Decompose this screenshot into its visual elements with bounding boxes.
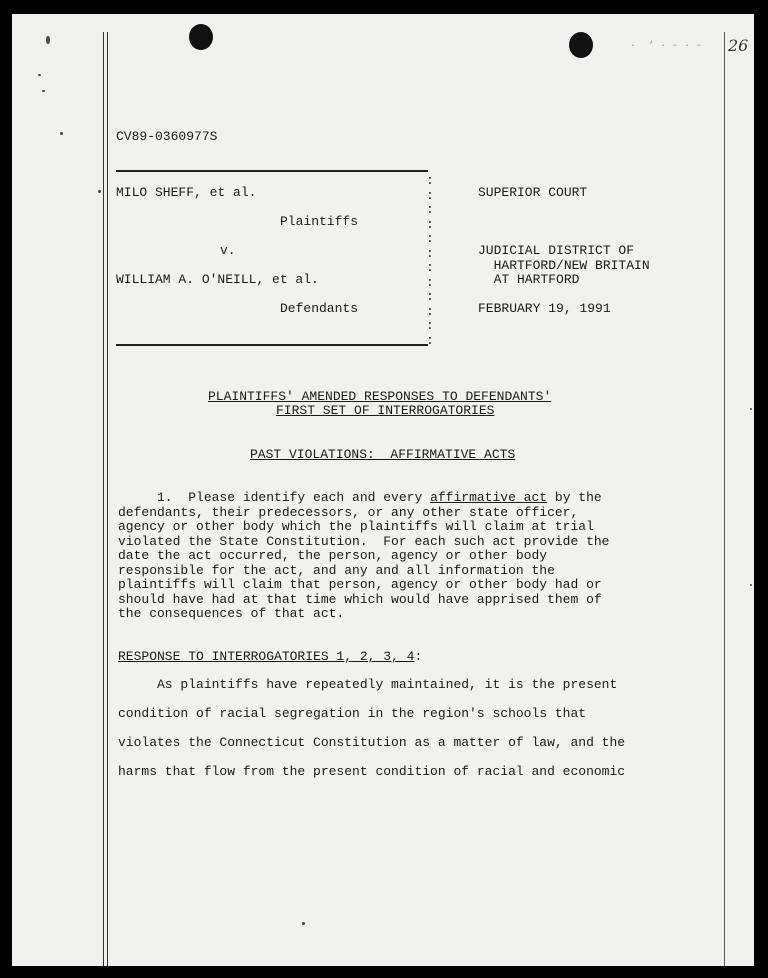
plaintiff-name: MILO SHEFF, et al. [116,185,257,200]
margin-rule-right [724,32,725,966]
response-heading: RESPONSE TO INTERROGATORIES 1, 2, 3, 4: [118,649,423,664]
versus-label: v. [220,243,236,258]
caption-bottom-rule [116,344,428,346]
document-page [12,14,754,966]
margin-rule-inner [107,32,108,966]
margin-mark [98,190,101,193]
margin-mark [42,90,45,92]
punch-hole-left [189,24,213,50]
response-line: condition of racial segregation in the region's schools that [118,706,587,721]
response-line: violates the Connecticut Constitution as a matter of law, and the [118,735,626,750]
margin-mark [60,132,63,135]
document-title-line-2: FIRST SET OF INTERROGATORIES [276,403,495,418]
response-line: As plaintiffs have repeatedly maintained, it is the present [118,677,618,692]
marginal-scribble: · ‘ · ‐ · ‐ [630,41,703,52]
punch-hole-right [569,32,593,58]
section-heading: PAST VIOLATIONS: AFFIRMATIVE ACTS [250,447,516,462]
docket-number: CV89-0360977S [116,129,218,144]
margin-mark [302,922,305,925]
judicial-district: JUDICIAL DISTRICT OF HARTFORD/NEW BRITAIN AT HARTFORD [478,243,650,287]
defendants-label: Defendants [280,301,359,316]
margin-rule-outer [103,32,104,966]
plaintiffs-label: Plaintiffs [280,214,359,229]
margin-mark [38,74,41,76]
caption-colon-column: : : : : : : : : : : : : [426,173,434,348]
margin-mark [750,584,752,586]
margin-mark [750,408,752,410]
margin-mark [46,36,50,44]
handwritten-page-number: 26 [728,36,749,55]
defendant-name: WILLIAM A. O'NEILL, et al. [116,272,319,287]
document-title-line-1: PLAINTIFFS' AMENDED RESPONSES TO DEFENDANTS' [208,389,552,404]
filing-date: FEBRUARY 19, 1991 [478,301,611,316]
response-line: harms that flow from the present condition of racial and economic [118,764,626,779]
interrogatory-paragraph: 1. Please identify each and every affirmative act by the defendants, their predecessors, or any other state officer, agency or other body which the plaintiffs will claim at trial violated the State Constitution. For each such act provide the date the act occurred, the person, agency or other body responsible for the act, and any and all information the plaintiffs will claim that person, agency or other body had or should have had at that time which would have apprised them of the consequences of that act. [118,490,610,621]
court-name: SUPERIOR COURT [478,185,588,200]
caption-top-rule [116,170,428,172]
